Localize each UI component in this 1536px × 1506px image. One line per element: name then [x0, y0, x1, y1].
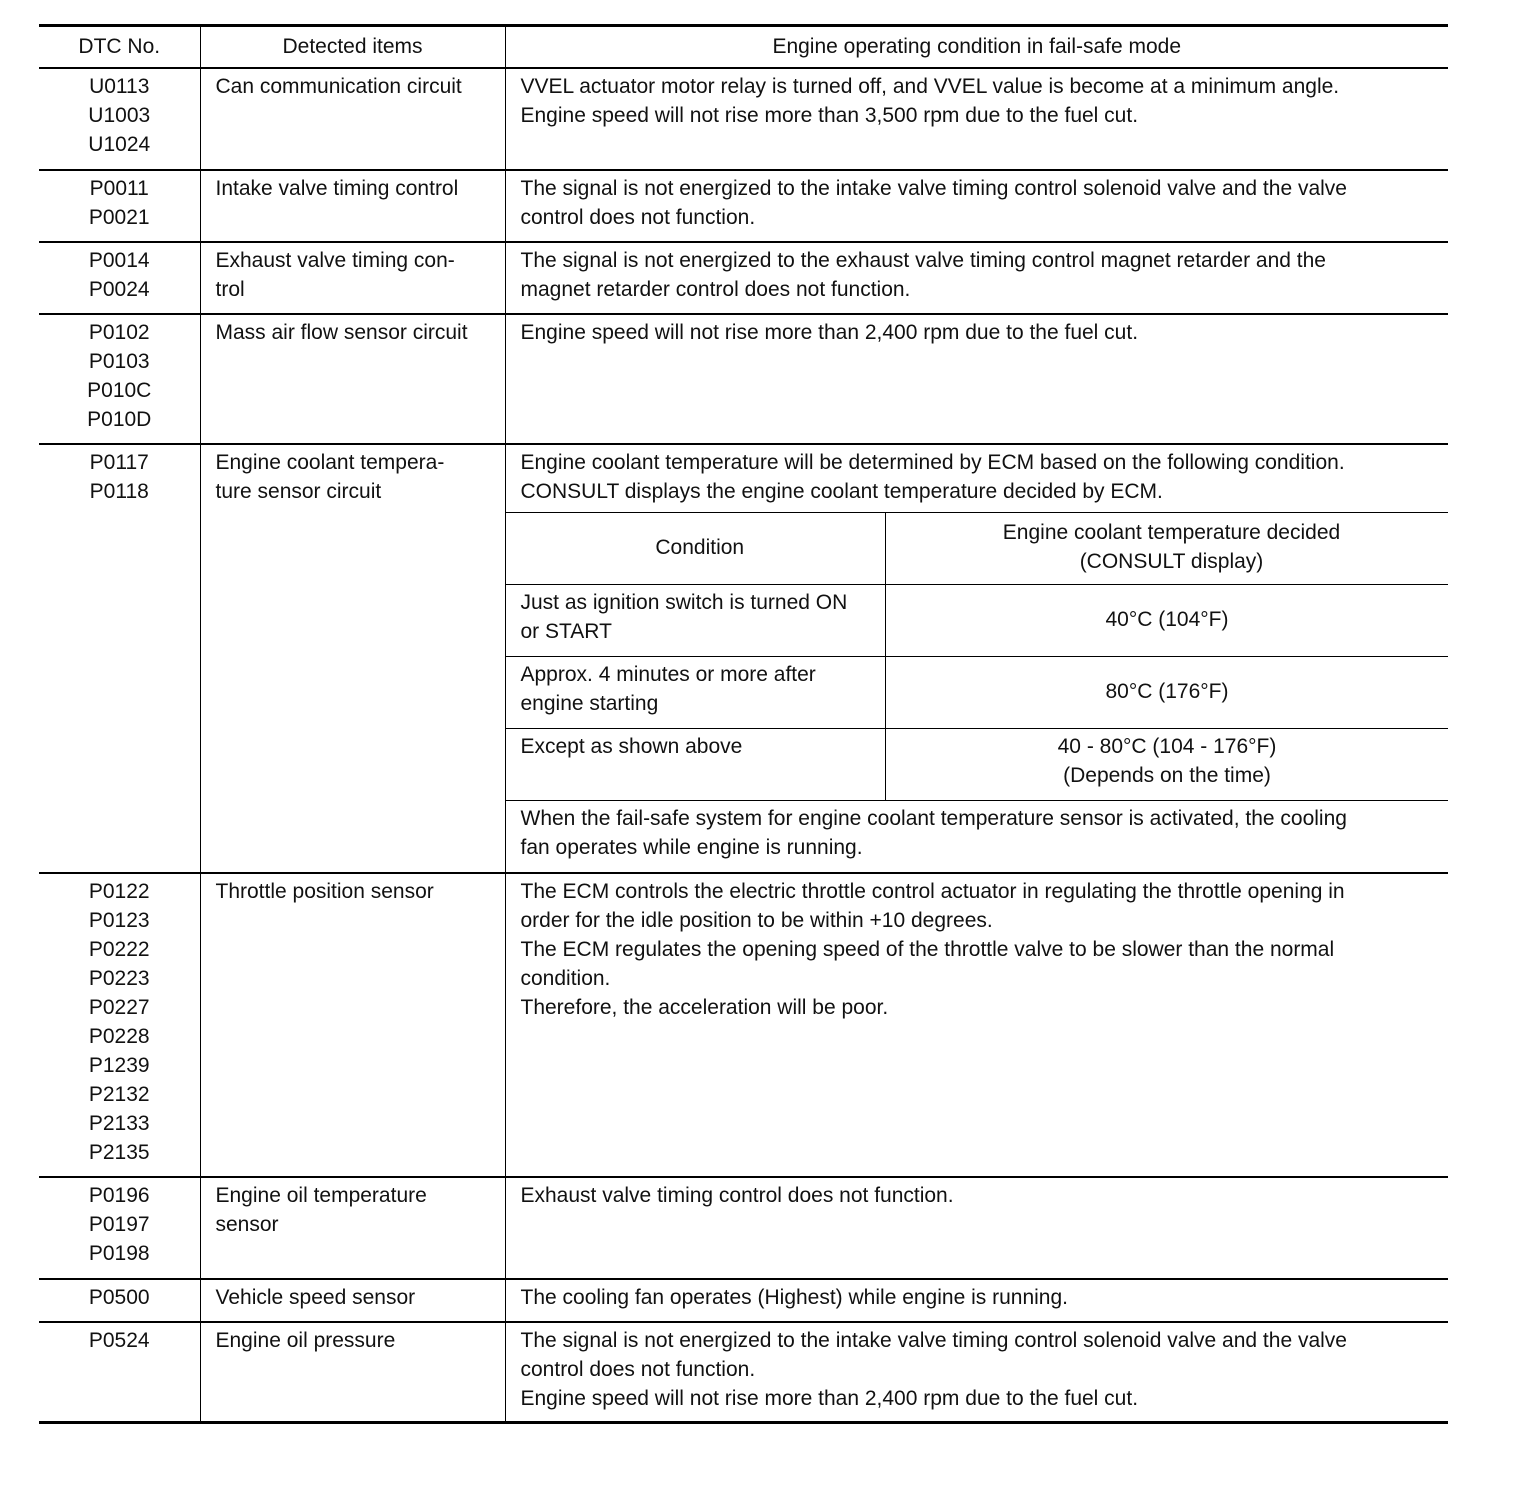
dtc-code: P0196	[88, 1184, 150, 1207]
dtc-code: P2133	[88, 1112, 150, 1135]
detected-item-cell	[200, 444, 505, 873]
dtc-code: P0227	[88, 996, 150, 1019]
condition-text: Therefore, the acceleration will be poor.	[520, 996, 889, 1019]
condition-text: The cooling fan operates (Highest) while engine is running.	[520, 1286, 1068, 1309]
dtc-code: P0524	[88, 1329, 150, 1352]
condition-cell	[505, 242, 1448, 314]
coolant-condition-text: Just as ignition switch is turned ON	[520, 591, 848, 614]
dtc-code: P0223	[88, 967, 150, 990]
dtc-code: P0024	[88, 278, 150, 301]
dtc-code: U0113	[89, 75, 150, 98]
dtc-cell	[39, 68, 200, 170]
header-engine-condition: Engine operating condition in fail-safe mode	[505, 26, 1448, 69]
coolant-temperature	[886, 585, 1449, 657]
coolant-row	[506, 657, 1449, 729]
detected-item-text: sensor	[215, 1213, 279, 1236]
condition-cell	[505, 68, 1448, 170]
condition-text: Exhaust valve timing control does not function.	[520, 1184, 954, 1207]
detected-item-cell	[200, 170, 505, 242]
coolant-row	[506, 585, 1449, 657]
detected-item-cell	[200, 68, 505, 170]
coolant-condition-text: engine starting	[520, 692, 659, 715]
condition-text: The signal is not energized to the intake valve timing control solenoid valve and the valve	[520, 177, 1347, 200]
table-row	[39, 1322, 1448, 1422]
dtc-code: P0198	[88, 1242, 150, 1265]
table-row	[39, 1177, 1448, 1279]
detected-item-text: Exhaust valve timing con-	[215, 249, 455, 272]
condition-cell	[505, 170, 1448, 242]
header-detected-items: Detected items	[200, 26, 505, 69]
coolant-condition	[506, 657, 886, 729]
condition-cell	[505, 444, 1448, 873]
condition-text: control does not function.	[520, 206, 756, 229]
dtc-cell	[39, 242, 200, 314]
detected-item-text: Engine coolant tempera-	[215, 451, 445, 474]
coolant-note-text: fan operates while engine is running.	[520, 836, 863, 859]
detected-item-cell	[200, 242, 505, 314]
detected-item-cell	[200, 1279, 505, 1322]
condition-text: control does not function.	[520, 1358, 756, 1381]
coolant-condition	[506, 585, 886, 657]
dtc-code: P0021	[88, 206, 150, 229]
dtc-code: P0123	[88, 909, 150, 932]
detected-item-cell	[200, 873, 505, 1177]
dtc-code: U1003	[88, 104, 151, 127]
coolant-note	[506, 801, 1449, 873]
detected-item-text: Intake valve timing control	[215, 177, 459, 200]
detected-item-text: Engine oil temperature	[215, 1184, 427, 1207]
coolant-header-temperature	[886, 513, 1449, 585]
dtc-code: P010D	[87, 408, 152, 431]
detected-item-text: ture sensor circuit	[215, 480, 382, 503]
dtc-code: P0014	[88, 249, 150, 272]
coolant-condition-text: Approx. 4 minutes or more after	[520, 663, 816, 686]
coolant-header-line: Engine coolant temperature decided	[1002, 521, 1341, 544]
fail-safe-table	[39, 24, 1448, 1424]
condition-cell	[505, 314, 1448, 444]
condition-text: CONSULT displays the engine coolant temperature decided by ECM.	[520, 480, 1163, 503]
detected-item-text: Mass air flow sensor circuit	[215, 321, 468, 344]
dtc-code: P2135	[88, 1141, 150, 1164]
dtc-code: P2132	[88, 1083, 150, 1106]
coolant-note-text: When the fail-safe system for engine coolant temperature sensor is activated, the cooling	[520, 807, 1347, 830]
dtc-code: P0122	[88, 880, 150, 903]
detected-item-text: trol	[215, 278, 245, 301]
dtc-cell	[39, 170, 200, 242]
header-row	[39, 26, 1448, 69]
coolant-header-condition: Condition	[506, 513, 886, 585]
dtc-cell	[39, 444, 200, 873]
table-row	[39, 314, 1448, 444]
detected-item-cell	[200, 1177, 505, 1279]
coolant-temperature-text: 40 - 80°C (104 - 176°F)	[1057, 735, 1277, 758]
detected-item-cell	[200, 314, 505, 444]
condition-text: Engine coolant temperature will be determined by ECM based on the following condition.	[520, 451, 1345, 474]
dtc-code: P0228	[88, 1025, 150, 1048]
table-row	[39, 242, 1448, 314]
detected-item-cell	[200, 1322, 505, 1422]
condition-cell	[505, 1177, 1448, 1279]
dtc-cell	[39, 873, 200, 1177]
dtc-cell	[39, 1279, 200, 1322]
coolant-row	[506, 729, 1449, 801]
dtc-code: P0102	[88, 321, 150, 344]
dtc-code: P010C	[87, 379, 152, 402]
condition-text: The ECM regulates the opening speed of the throttle valve to be slower than the normal	[520, 938, 1335, 961]
dtc-code: P0222	[88, 938, 150, 961]
table-row	[39, 1279, 1448, 1322]
condition-cell	[505, 1322, 1448, 1422]
dtc-code: P0118	[89, 480, 149, 503]
coolant-temperature-text: 80°C (176°F)	[1105, 679, 1229, 703]
detected-item-text: Throttle position sensor	[215, 880, 434, 903]
dtc-cell	[39, 1177, 200, 1279]
dtc-cell	[39, 314, 200, 444]
condition-text: VVEL actuator motor relay is turned off, and VVEL value is become at a minimum angle.	[520, 75, 1340, 98]
table-row	[39, 68, 1448, 170]
coolant-note-row	[506, 801, 1449, 873]
condition-text: The ECM controls the electric throttle control actuator in regulating the throttle opening in	[520, 880, 1345, 903]
header-dtc: DTC No.	[78, 35, 161, 58]
coolant-temperature	[886, 729, 1449, 801]
coolant-header-line: (CONSULT display)	[1079, 550, 1264, 573]
dtc-code: P1239	[88, 1054, 150, 1077]
coolant-temperature-table	[506, 512, 1449, 872]
condition-cell	[505, 873, 1448, 1177]
condition-text: magnet retarder control does not function.	[520, 278, 911, 301]
coolant-temperature-text: (Depends on the time)	[1063, 764, 1271, 787]
condition-text: Engine speed will not rise more than 2,400 rpm due to the fuel cut.	[520, 1387, 1139, 1410]
table-row	[39, 873, 1448, 1177]
coolant-temperature-text: 40°C (104°F)	[1105, 607, 1229, 631]
coolant-intro	[506, 445, 1449, 512]
condition-text: The signal is not energized to the intake valve timing control solenoid valve and the valve	[520, 1329, 1347, 1352]
dtc-code: P0197	[88, 1213, 150, 1236]
condition-cell	[505, 1279, 1448, 1322]
detected-item-text: Can communication circuit	[215, 75, 462, 98]
condition-text: Engine speed will not rise more than 3,500 rpm due to the fuel cut.	[520, 104, 1139, 127]
coolant-header-row	[506, 513, 1449, 585]
detected-item-text: Engine oil pressure	[215, 1329, 396, 1352]
coolant-condition	[506, 729, 886, 801]
condition-text: order for the idle position to be within +10 degrees.	[520, 909, 993, 932]
coolant-condition-text: or START	[520, 620, 612, 643]
dtc-code: P0500	[88, 1286, 150, 1309]
dtc-cell	[39, 1322, 200, 1422]
dtc-code: U1024	[88, 133, 151, 156]
condition-text: The signal is not energized to the exhaust valve timing control magnet retarder and the	[520, 249, 1326, 272]
dtc-code: P0011	[89, 177, 149, 200]
coolant-condition-text: Except as shown above	[520, 735, 743, 758]
detected-item-text: Vehicle speed sensor	[215, 1286, 416, 1309]
dtc-code: P0117	[89, 451, 149, 474]
table-row	[39, 444, 1448, 873]
coolant-temperature	[886, 657, 1449, 729]
dtc-code: P0103	[88, 350, 150, 373]
condition-text: Engine speed will not rise more than 2,400 rpm due to the fuel cut.	[520, 321, 1139, 344]
condition-text: condition.	[520, 967, 611, 990]
table-row	[39, 170, 1448, 242]
